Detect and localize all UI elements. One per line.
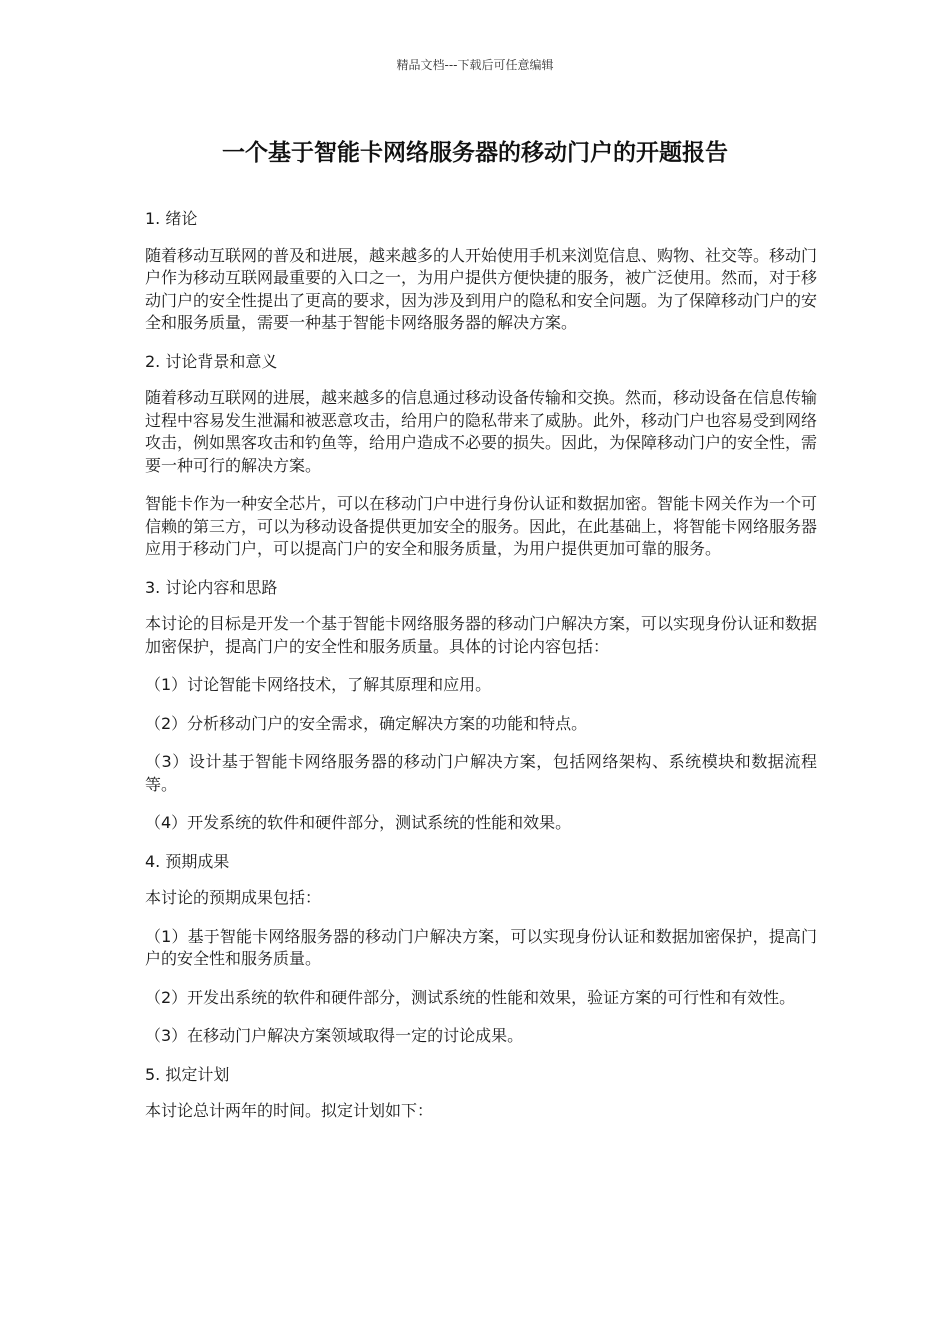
paragraph: 随着移动互联网的普及和进展，越来越多的人开始使用手机来浏览信息、购物、社交等。移动门户作为移动互联网最重要的入口之一，为用户提供方便快捷的服务，被广泛使用。然而，对于移动门户的安全性提出了更高的要求，因为涉及到用户的隐私和安全问题。为了保障移动门户的安全和服务质量，需要一种基于智能卡网络服务器的解决方案。	[145, 245, 818, 332]
list-item: （2）开发出系统的软件和硬件部分，测试系统的性能和效果，验证方案的可行性和有效性。	[145, 987, 796, 1007]
list-item: （2）分析移动门户的安全需求，确定解决方案的功能和特点。	[145, 713, 588, 733]
list-item: （3）设计基于智能卡网络服务器的移动门户解决方案，包括网络架构、系统模块和数据流程等。	[145, 752, 817, 794]
section-heading-expected-results: 4. 预期成果	[145, 851, 230, 871]
document-body	[145, 208, 817, 1139]
section-heading-background: 2. 讨论背景和意义	[145, 351, 278, 371]
section-heading-content: 3. 讨论内容和思路	[145, 577, 278, 597]
paragraph: 本讨论总计两年的时间。拟定计划如下：	[145, 1101, 434, 1120]
list-item: （3）在移动门户解决方案领域取得一定的讨论成果。	[145, 1026, 524, 1045]
list-item: （1）讨论智能卡网络技术，了解其原理和应用。	[145, 675, 492, 694]
list-item: （4）开发系统的软件和硬件部分，测试系统的性能和效果。	[145, 813, 572, 832]
section-heading-introduction: 1. 绪论	[145, 209, 198, 228]
paragraph: 随着移动互联网的进展，越来越多的信息通过移动设备传输和交换。然而，移动设备在信息传输过程中容易发生泄漏和被恶意攻击，给用户的隐私带来了威胁。此外，移动门户也容易受到网络攻击，例如黑客攻击和钓鱼等，给用户造成不必要的损失。因此，为保障移动门户的安全性，需要一种可行的解决方案。	[145, 388, 818, 475]
paragraph: 智能卡作为一种安全芯片，可以在移动门户中进行身份认证和数据加密。智能卡网关作为一个可信赖的第三方，可以为移动设备提供更加安全的服务。因此，在此基础上，将智能卡网络服务器应用于移动门户，可以提高门户的安全和服务质量，为用户提供更加可靠的服务。	[145, 494, 818, 558]
section-heading-plan: 5. 拟定计划	[145, 1064, 230, 1084]
list-item: （1）基于智能卡网络服务器的移动门户解决方案，可以实现身份认证和数据加密保护，提高门户的安全性和服务质量。	[145, 926, 817, 968]
document-title: 一个基于智能卡网络服务器的移动门户的开题报告	[222, 140, 728, 166]
paragraph: 本讨论的预期成果包括：	[145, 888, 322, 907]
page-header: 精品文档---下载后可任意编辑	[396, 58, 554, 72]
paragraph: 本讨论的目标是开发一个基于智能卡网络服务器的移动门户解决方案，可以实现身份认证和数据加密保护，提高门户的安全性和服务质量。具体的讨论内容包括：	[145, 614, 818, 656]
